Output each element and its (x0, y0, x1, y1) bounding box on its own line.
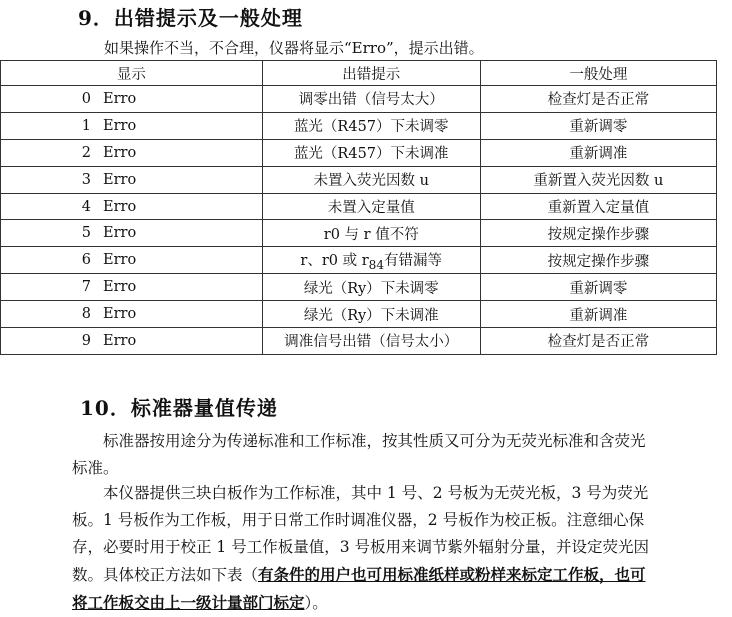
error-action: 按规定操作步骤 (480, 247, 716, 274)
section-9-intro: 如果操作不当，不合理，仪器将显示“Erro”，提示出错。 (104, 39, 484, 57)
underlined-note: 有条件的用户也可用标准纸样或粉样来标定工作板，也可将工作板交由上一级计量部门标定 (72, 565, 646, 612)
error-message: 蓝光（R457）下未调准 (262, 139, 480, 166)
error-action: 重新调准 (480, 301, 716, 328)
table-row (1, 328, 717, 355)
error-action: 重新置入荧光因数 u (480, 166, 716, 193)
error-action: 按规定操作步骤 (480, 220, 716, 247)
error-number: 8 (81, 306, 91, 323)
table-row (1, 301, 717, 328)
header-error-message: 出错提示 (262, 61, 480, 86)
error-action: 重新调零 (480, 274, 716, 301)
error-message: r0 与 r 值不符 (262, 220, 480, 247)
section-10-paragraph-1: 标准器按用途分为传递标准和工作标准，按其性质又可分为无荧光标准和含荧光标准。 (72, 432, 646, 477)
error-number: 7 (81, 279, 91, 296)
table-row (1, 247, 717, 274)
error-number: 4 (81, 198, 91, 215)
table-row (1, 193, 717, 220)
table-row (1, 274, 717, 301)
error-code: Erro (103, 306, 137, 323)
display-cell (1, 328, 263, 355)
table-row (1, 112, 717, 139)
table-row (1, 139, 717, 166)
error-message: 未置入定量值 (262, 193, 480, 220)
table-row (1, 86, 717, 113)
error-number: 9 (81, 332, 91, 349)
error-code: Erro (103, 144, 137, 161)
display-cell (1, 220, 263, 247)
error-code: Erro (103, 198, 137, 215)
error-code: Erro (103, 279, 137, 296)
display-cell (1, 86, 263, 113)
error-action: 重新置入定量值 (480, 193, 716, 220)
error-action: 重新调准 (480, 139, 716, 166)
display-cell (1, 247, 263, 274)
error-message: 未置入荧光因数 u (262, 166, 480, 193)
error-number: 5 (81, 225, 91, 242)
display-cell (1, 301, 263, 328)
display-cell (1, 166, 263, 193)
error-code: Erro (103, 171, 137, 188)
error-action: 检查灯是否正常 (480, 86, 716, 113)
error-message: 调准信号出错（信号太小） (262, 328, 480, 355)
error-message: 蓝光（R457）下未调零 (262, 112, 480, 139)
display-cell (1, 112, 263, 139)
error-message: 绿光（Ry）下未调准 (262, 301, 480, 328)
error-message-subscript: 84 (368, 257, 385, 272)
error-code: Erro (103, 252, 137, 269)
error-code: Erro (103, 332, 137, 349)
error-code: Erro (103, 117, 137, 134)
error-number: 3 (81, 171, 91, 188)
error-number: 2 (81, 144, 91, 161)
error-number: 1 (81, 117, 91, 134)
paragraph-end: ）。 (304, 594, 328, 612)
error-message: 绿光（Ry）下未调零 (262, 274, 480, 301)
error-message: 调零出错（信号太大） (262, 86, 480, 113)
error-code: Erro (103, 90, 137, 107)
error-message-part: r、r0 或 r (300, 252, 369, 269)
error-action: 检查灯是否正常 (480, 328, 716, 355)
table-row (1, 166, 717, 193)
header-display: 显示 (1, 61, 263, 86)
error-number: 6 (81, 252, 91, 269)
display-cell (1, 193, 263, 220)
table-row (1, 220, 717, 247)
section-10-title: 10．标准器量值传递 (80, 396, 278, 420)
paragraph-text: 本仪器提供三块白板作为工作标准，其中 1 号、2 号板为无荧光板，3 号为荧光板。1 号板作为工作板，用于日常工作时调准仪器，2 号板作为校正板。注意细心保存，必要时用于校正 1 号工作板量值，3 号板用来调节紫外辐射分量，并设定荧光因数。具体校正方法如下表（ (72, 484, 650, 584)
section-9-title: 9．出错提示及一般处理 (78, 6, 303, 30)
section-10-paragraph-2 (72, 480, 652, 617)
error-message (262, 247, 480, 274)
error-action: 重新调零 (480, 112, 716, 139)
table-header-row (1, 61, 717, 86)
display-cell (1, 139, 263, 166)
header-handling: 一般处理 (480, 61, 716, 86)
display-cell (1, 274, 263, 301)
error-number: 0 (81, 90, 91, 107)
error-table (0, 60, 717, 355)
error-message-part: 有错漏等 (384, 252, 443, 269)
error-code: Erro (103, 225, 137, 242)
